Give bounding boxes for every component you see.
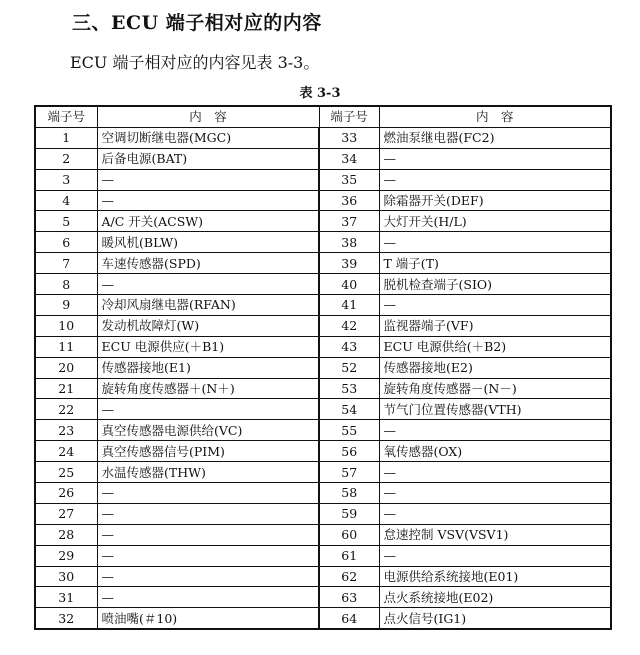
table-header [35, 106, 611, 127]
left-terminal-no: 1 [35, 127, 97, 148]
left-terminal-no: 23 [35, 420, 97, 441]
left-terminal-content: 水温传感器(THW) [97, 462, 319, 483]
table-row [35, 420, 611, 441]
left-terminal-no: 22 [35, 399, 97, 420]
left-terminal-no: 31 [35, 587, 97, 608]
header-terminal-no-left: 端子号 [35, 106, 97, 127]
left-terminal-content: A/C 开关(ACSW) [97, 211, 319, 232]
right-terminal-no: 58 [319, 483, 379, 504]
left-terminal-content: — [97, 483, 319, 504]
left-terminal-no: 28 [35, 524, 97, 545]
right-terminal-content: ECU 电源供给(＋B2) [379, 336, 611, 357]
right-terminal-no: 57 [319, 462, 379, 483]
left-terminal-no: 9 [35, 295, 97, 316]
table-row [35, 608, 611, 629]
right-terminal-no: 54 [319, 399, 379, 420]
table-row [35, 148, 611, 169]
table-row [35, 524, 611, 545]
left-terminal-content: ECU 电源供应(＋B1) [97, 336, 319, 357]
left-terminal-content: — [97, 399, 319, 420]
table-row [35, 462, 611, 483]
left-terminal-no: 4 [35, 190, 97, 211]
right-terminal-no: 63 [319, 587, 379, 608]
left-terminal-no: 24 [35, 441, 97, 462]
left-terminal-no: 2 [35, 148, 97, 169]
table-body [35, 127, 611, 629]
left-terminal-content: 传感器接地(E1) [97, 357, 319, 378]
left-terminal-content: 旋转角度传感器＋(N＋) [97, 378, 319, 399]
left-terminal-no: 21 [35, 378, 97, 399]
table-row [35, 274, 611, 295]
left-terminal-no: 5 [35, 211, 97, 232]
left-terminal-content: 真空传感器电源供给(VC) [97, 420, 319, 441]
left-terminal-content: 暖风机(BLW) [97, 232, 319, 253]
right-terminal-no: 52 [319, 357, 379, 378]
left-terminal-no: 8 [35, 274, 97, 295]
header-content-left: 内 容 [97, 106, 319, 127]
left-terminal-no: 26 [35, 483, 97, 504]
right-terminal-no: 53 [319, 378, 379, 399]
right-terminal-no: 34 [319, 148, 379, 169]
left-terminal-no: 6 [35, 232, 97, 253]
left-terminal-no: 11 [35, 336, 97, 357]
right-terminal-content: — [379, 420, 611, 441]
right-terminal-content: 怠速控制 VSV(VSV1) [379, 524, 611, 545]
left-terminal-content: — [97, 190, 319, 211]
right-terminal-content: 点火系统接地(E02) [379, 587, 611, 608]
right-terminal-no: 39 [319, 253, 379, 274]
right-terminal-content: 传感器接地(E2) [379, 357, 611, 378]
table-row [35, 190, 611, 211]
right-terminal-no: 36 [319, 190, 379, 211]
left-terminal-content: — [97, 169, 319, 190]
table-row [35, 232, 611, 253]
right-terminal-no: 42 [319, 315, 379, 336]
table-row [35, 441, 611, 462]
right-terminal-no: 64 [319, 608, 379, 629]
left-terminal-no: 27 [35, 503, 97, 524]
right-terminal-content: 点火信号(IG1) [379, 608, 611, 629]
right-terminal-content: — [379, 503, 611, 524]
left-terminal-no: 25 [35, 462, 97, 483]
right-terminal-no: 41 [319, 295, 379, 316]
left-terminal-content: — [97, 274, 319, 295]
left-terminal-content: 空调切断继电器(MGC) [97, 127, 319, 148]
table-row [35, 378, 611, 399]
table-row [35, 545, 611, 566]
left-terminal-content: — [97, 587, 319, 608]
right-terminal-no: 33 [319, 127, 379, 148]
right-terminal-content: 脱机检查端子(SIO) [379, 274, 611, 295]
right-terminal-no: 55 [319, 420, 379, 441]
table-row [35, 483, 611, 504]
right-terminal-no: 35 [319, 169, 379, 190]
right-terminal-content: 燃油泵继电器(FC2) [379, 127, 611, 148]
right-terminal-no: 62 [319, 566, 379, 587]
right-terminal-content: — [379, 295, 611, 316]
right-terminal-content: — [379, 545, 611, 566]
left-terminal-content: — [97, 566, 319, 587]
right-terminal-content: 电源供给系统接地(E01) [379, 566, 611, 587]
table-row [35, 169, 611, 190]
table-row [35, 211, 611, 232]
left-terminal-content: — [97, 503, 319, 524]
right-terminal-no: 56 [319, 441, 379, 462]
left-terminal-no: 7 [35, 253, 97, 274]
header-terminal-no-right: 端子号 [319, 106, 379, 127]
left-terminal-no: 32 [35, 608, 97, 629]
left-terminal-no: 20 [35, 357, 97, 378]
right-terminal-no: 40 [319, 274, 379, 295]
left-terminal-content: 冷却风扇继电器(RFAN) [97, 295, 319, 316]
section-heading: 三、ECU 端子相对应的内容 [72, 12, 322, 34]
right-terminal-content: 除霜器开关(DEF) [379, 190, 611, 211]
right-terminal-content: — [379, 483, 611, 504]
left-terminal-no: 29 [35, 545, 97, 566]
ecu-terminal-table [34, 105, 612, 630]
table-row [35, 127, 611, 148]
right-terminal-no: 38 [319, 232, 379, 253]
table-row [35, 336, 611, 357]
left-terminal-no: 30 [35, 566, 97, 587]
right-terminal-content: 旋转角度传感器－(N－) [379, 378, 611, 399]
left-terminal-content: 发动机故障灯(W) [97, 315, 319, 336]
right-terminal-content: 监视器端子(VF) [379, 315, 611, 336]
right-terminal-no: 37 [319, 211, 379, 232]
left-terminal-content: 后备电源(BAT) [97, 148, 319, 169]
right-terminal-content: — [379, 148, 611, 169]
left-terminal-content: — [97, 545, 319, 566]
right-terminal-content: — [379, 232, 611, 253]
table-row [35, 503, 611, 524]
table-row [35, 315, 611, 336]
right-terminal-content: T 端子(T) [379, 253, 611, 274]
intro-text: ECU 端子相对应的内容见表 3-3。 [70, 53, 320, 72]
right-terminal-content: 大灯开关(H/L) [379, 211, 611, 232]
left-terminal-content: — [97, 524, 319, 545]
right-terminal-content: 氧传感器(OX) [379, 441, 611, 462]
right-terminal-no: 60 [319, 524, 379, 545]
left-terminal-content: 喷油嘴(＃10) [97, 608, 319, 629]
right-terminal-content: — [379, 462, 611, 483]
table-row [35, 253, 611, 274]
table-row [35, 357, 611, 378]
table-row [35, 399, 611, 420]
right-terminal-content: 节气门位置传感器(VTH) [379, 399, 611, 420]
left-terminal-no: 10 [35, 315, 97, 336]
right-terminal-no: 43 [319, 336, 379, 357]
right-terminal-no: 61 [319, 545, 379, 566]
left-terminal-content: 真空传感器信号(PIM) [97, 441, 319, 462]
table-row [35, 566, 611, 587]
table-row [35, 295, 611, 316]
right-terminal-no: 59 [319, 503, 379, 524]
right-terminal-content: — [379, 169, 611, 190]
header-content-right: 内 容 [379, 106, 611, 127]
table-caption: 表 3-3 [299, 86, 341, 101]
header-row [35, 106, 611, 127]
left-terminal-content: 车速传感器(SPD) [97, 253, 319, 274]
table-row [35, 587, 611, 608]
left-terminal-no: 3 [35, 169, 97, 190]
